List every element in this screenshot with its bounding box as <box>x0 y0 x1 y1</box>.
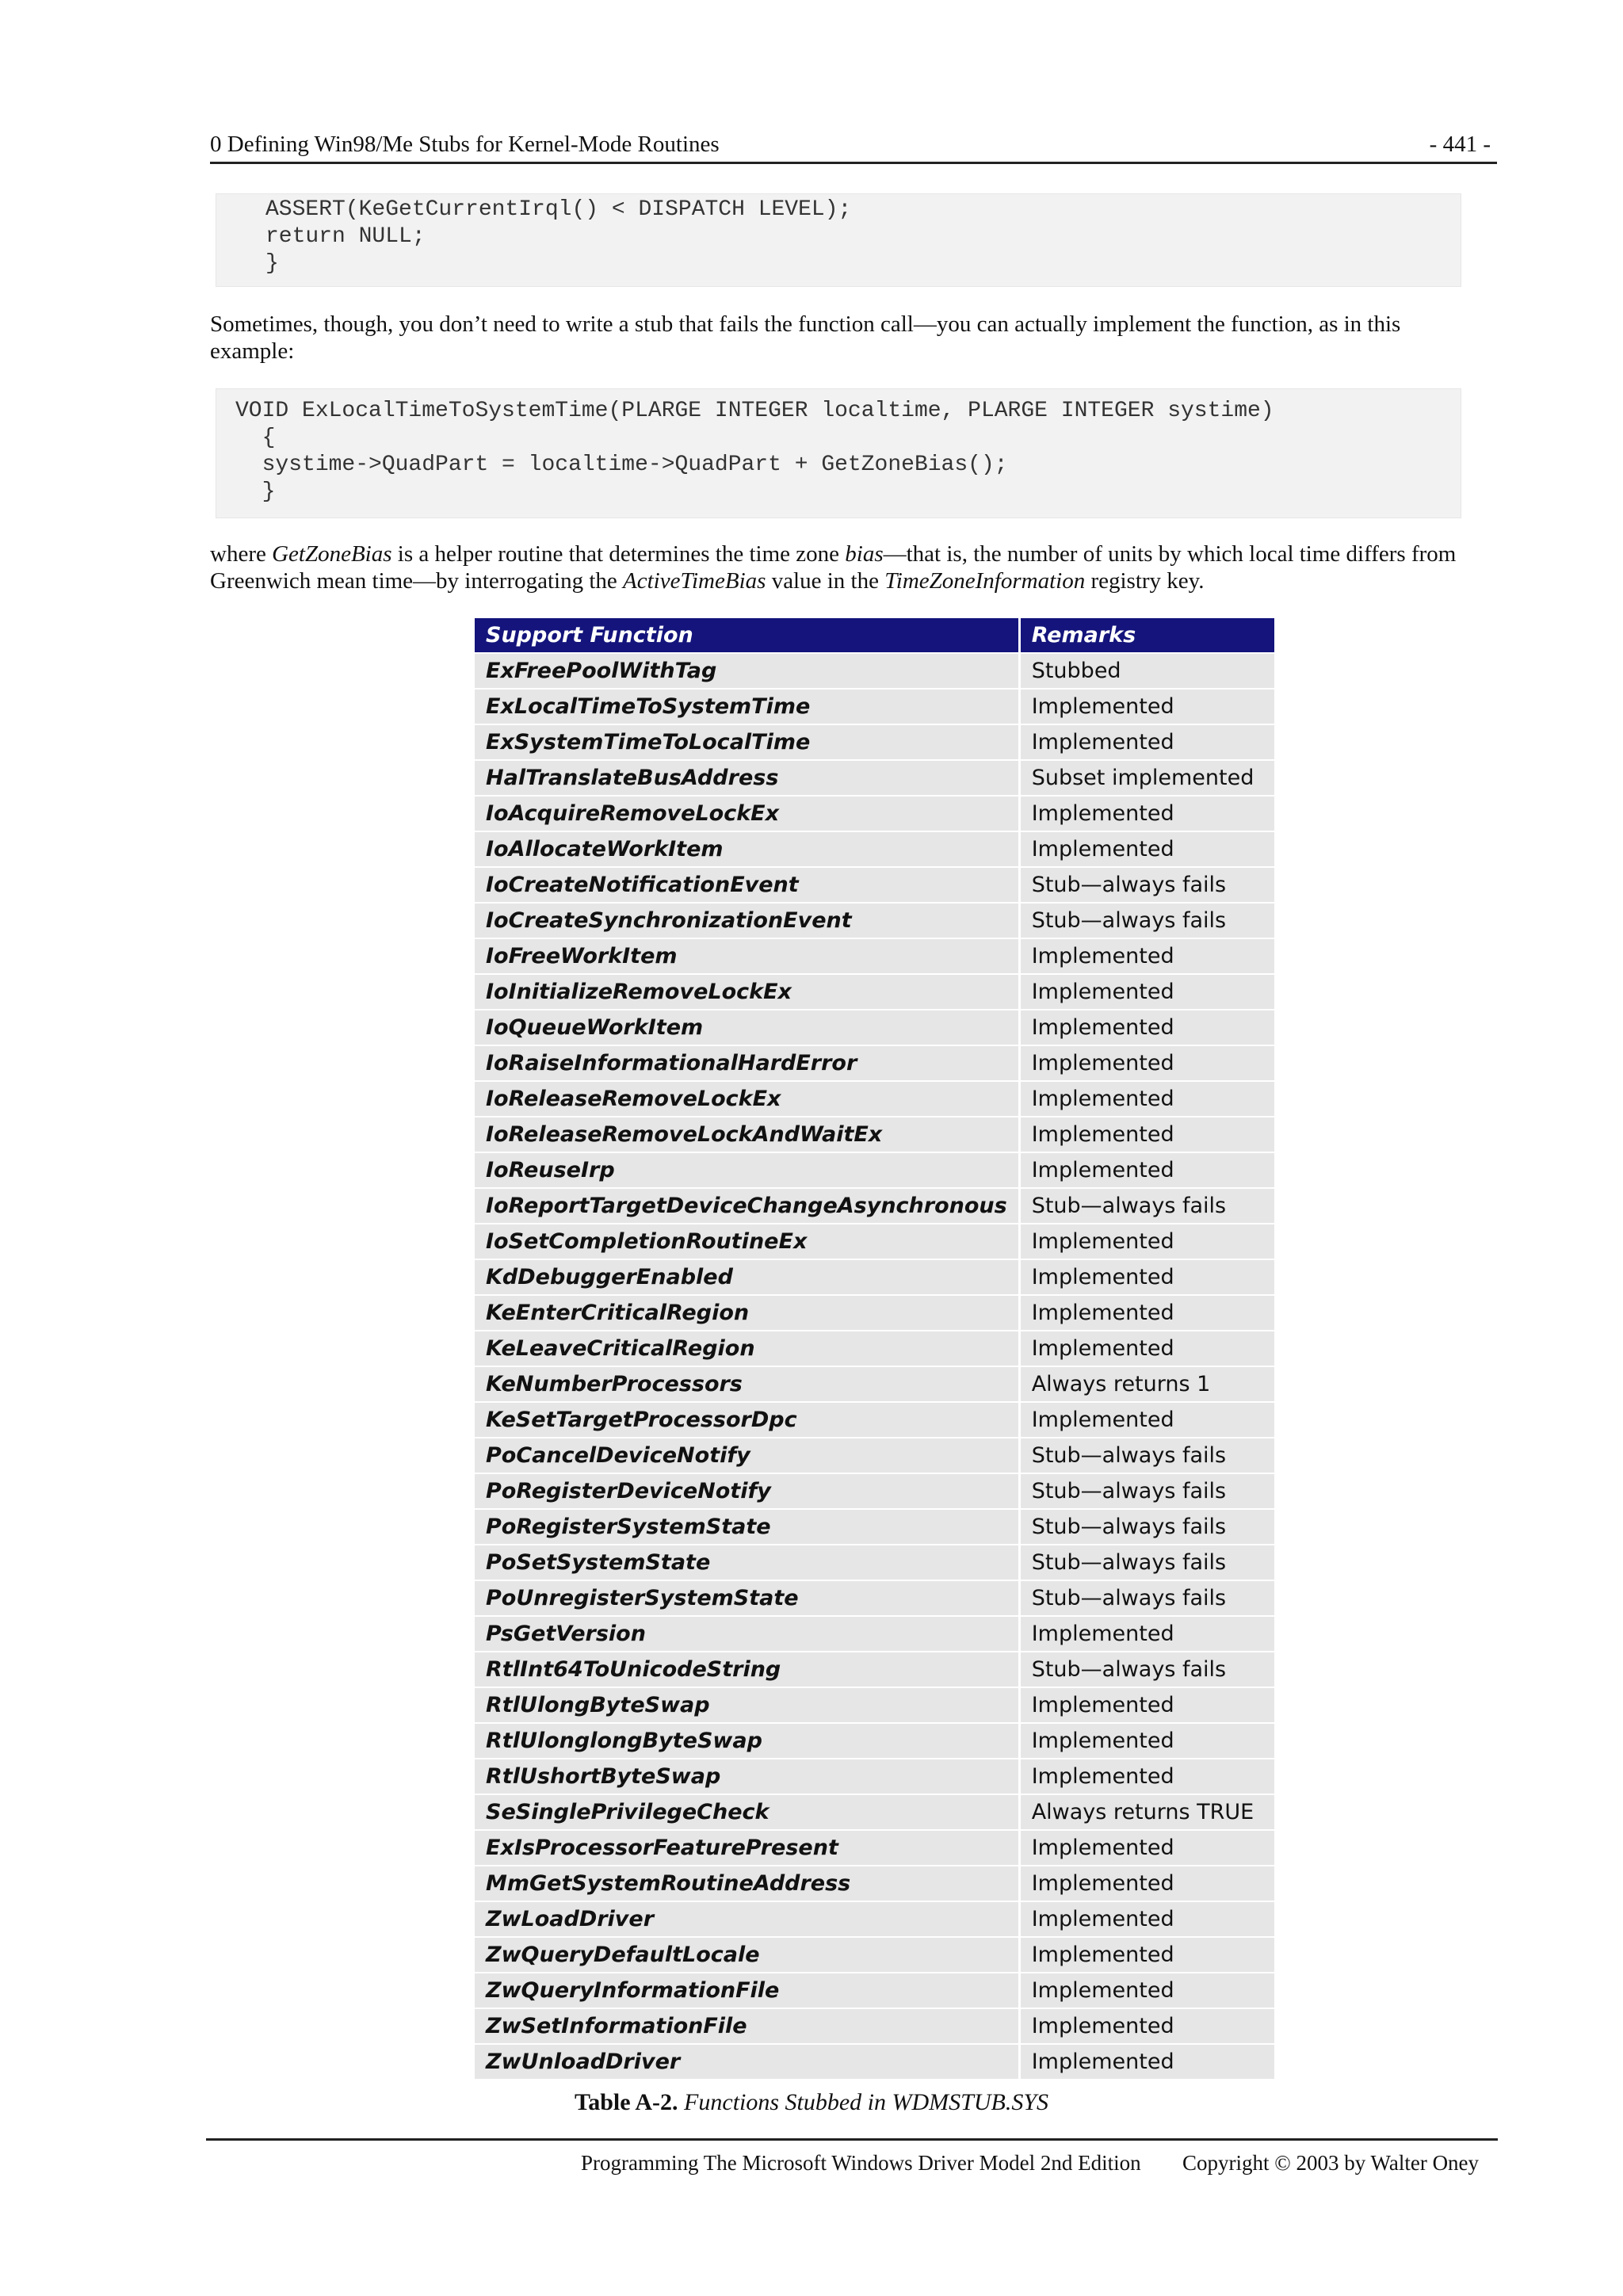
remarks-cell: Implemented <box>1021 939 1274 975</box>
remarks-cell: Implemented <box>1021 1153 1274 1189</box>
remarks-cell: Implemented <box>1021 1082 1274 1117</box>
remarks-cell: Always returns 1 <box>1021 1367 1274 1403</box>
table-row <box>475 1082 1274 1117</box>
remarks-cell: Implemented <box>1021 1831 1274 1866</box>
remarks-cell: Implemented <box>1021 832 1274 868</box>
remarks-cell: Subset implemented <box>1021 761 1274 797</box>
function-name-cell: IoQueueWorkItem <box>475 1010 1021 1046</box>
function-name-cell: IoRaiseInformationalHardError <box>475 1046 1021 1082</box>
remarks-cell: Implemented <box>1021 1617 1274 1652</box>
function-name-cell: ExFreePoolWithTag <box>475 654 1021 690</box>
function-name-cell: RtlUshortByteSwap <box>475 1759 1021 1795</box>
table-row <box>475 1973 1274 2009</box>
function-name-cell: IoAcquireRemoveLockEx <box>475 797 1021 832</box>
footer-book-title: Programming The Microsoft Windows Driver Model 2nd Edition <box>581 2151 1141 2175</box>
page-header <box>210 132 1497 164</box>
table-row <box>475 1153 1274 1189</box>
function-name-cell: IoAllocateWorkItem <box>475 832 1021 868</box>
function-name-cell: SeSinglePrivilegeCheck <box>475 1795 1021 1831</box>
remarks-cell: Always returns TRUE <box>1021 1795 1274 1831</box>
table-row <box>475 1724 1274 1759</box>
table-row <box>475 1010 1274 1046</box>
remarks-cell: Implemented <box>1021 1688 1274 1724</box>
function-name-cell: ExSystemTimeToLocalTime <box>475 725 1021 761</box>
function-name-cell: MmGetSystemRoutineAddress <box>475 1866 1021 1902</box>
table-row <box>475 1331 1274 1367</box>
function-name-cell: ExIsProcessorFeaturePresent <box>475 1831 1021 1866</box>
function-name-cell: KeNumberProcessors <box>475 1367 1021 1403</box>
table-row <box>475 1260 1274 1296</box>
remarks-cell: Stub—always fails <box>1021 1510 1274 1545</box>
table-row <box>475 868 1274 904</box>
table-body <box>475 654 1274 2080</box>
code-line: } <box>265 251 279 276</box>
remarks-cell: Stub—always fails <box>1021 1189 1274 1224</box>
table-row <box>475 1296 1274 1331</box>
table-row <box>475 1938 1274 1973</box>
function-name-cell: KeSetTargetProcessorDpc <box>475 1403 1021 1438</box>
function-name-cell: ZwSetInformationFile <box>475 2009 1021 2045</box>
table-caption: Table A-2. Functions Stubbed in WDMSTUB.SYS <box>574 2089 1049 2115</box>
code-line: return NULL; <box>265 224 426 249</box>
remarks-cell: Implemented <box>1021 797 1274 832</box>
function-name-cell: IoCreateSynchronizationEvent <box>475 904 1021 939</box>
function-name-cell: IoSetCompletionRoutineEx <box>475 1224 1021 1260</box>
table-row <box>475 1688 1274 1724</box>
table-row <box>475 975 1274 1010</box>
table-row <box>475 761 1274 797</box>
remarks-cell: Implemented <box>1021 725 1274 761</box>
table-row <box>475 1046 1274 1082</box>
function-name-cell: RtlInt64ToUnicodeString <box>475 1652 1021 1688</box>
table-row <box>475 939 1274 975</box>
table-row <box>475 1367 1274 1403</box>
table-row <box>475 1224 1274 1260</box>
code-block-1 <box>216 193 1461 287</box>
remarks-cell: Stub—always fails <box>1021 1581 1274 1617</box>
function-name-cell: KeLeaveCriticalRegion <box>475 1331 1021 1367</box>
function-name-cell: IoReportTargetDeviceChangeAsynchronous <box>475 1189 1021 1224</box>
function-name-cell: PsGetVersion <box>475 1617 1021 1652</box>
table-row <box>475 1510 1274 1545</box>
remarks-cell: Implemented <box>1021 2009 1274 2045</box>
remarks-cell: Implemented <box>1021 2045 1274 2080</box>
remarks-cell: Stub—always fails <box>1021 1438 1274 1474</box>
remarks-cell: Implemented <box>1021 1866 1274 1902</box>
function-name-cell: ZwQueryInformationFile <box>475 1973 1021 2009</box>
table-header-row <box>475 618 1274 654</box>
table-row <box>475 1652 1274 1688</box>
table-row <box>475 1189 1274 1224</box>
table-row <box>475 1617 1274 1652</box>
table-row <box>475 690 1274 725</box>
code-line: systime->QuadPart = localtime->QuadPart + GetZoneBias(); <box>235 453 1008 477</box>
function-name-cell: PoCancelDeviceNotify <box>475 1438 1021 1474</box>
table-row <box>475 1403 1274 1438</box>
table-row <box>475 904 1274 939</box>
table-row <box>475 1759 1274 1795</box>
function-name-cell: KeEnterCriticalRegion <box>475 1296 1021 1331</box>
function-name-cell: IoReleaseRemoveLockEx <box>475 1082 1021 1117</box>
remarks-cell: Implemented <box>1021 1260 1274 1296</box>
remarks-cell: Implemented <box>1021 1403 1274 1438</box>
remarks-cell: Implemented <box>1021 1010 1274 1046</box>
function-name-cell: KdDebuggerEnabled <box>475 1260 1021 1296</box>
table-row <box>475 1795 1274 1831</box>
remarks-cell: Implemented <box>1021 1938 1274 1973</box>
functions-table <box>475 618 1274 2080</box>
remarks-cell: Stub—always fails <box>1021 1545 1274 1581</box>
remarks-cell: Implemented <box>1021 1296 1274 1331</box>
table-row <box>475 2009 1274 2045</box>
footer-copyright: Copyright © 2003 by Walter Oney <box>1182 2151 1480 2175</box>
code-line: } <box>235 479 276 504</box>
column-header-remarks: Remarks <box>1021 618 1274 654</box>
table-row <box>475 1581 1274 1617</box>
remarks-cell: Implemented <box>1021 975 1274 1010</box>
table-row <box>475 1831 1274 1866</box>
remarks-cell: Stubbed <box>1021 654 1274 690</box>
table-row <box>475 725 1274 761</box>
remarks-cell: Stub—always fails <box>1021 904 1274 939</box>
table-row <box>475 1117 1274 1153</box>
table-row <box>475 797 1274 832</box>
table-row <box>475 2045 1274 2080</box>
function-name-cell: ZwLoadDriver <box>475 1902 1021 1938</box>
function-name-cell: IoFreeWorkItem <box>475 939 1021 975</box>
function-name-cell: HalTranslateBusAddress <box>475 761 1021 797</box>
function-name-cell: IoInitializeRemoveLockEx <box>475 975 1021 1010</box>
footer-divider <box>206 2138 1498 2141</box>
code-line: VOID ExLocalTimeToSystemTime(PLARGE INTEGER localtime, PLARGE INTEGER systime) <box>235 399 1274 423</box>
function-name-cell: IoReleaseRemoveLockAndWaitEx <box>475 1117 1021 1153</box>
table-row <box>475 1902 1274 1938</box>
remarks-cell: Stub—always fails <box>1021 868 1274 904</box>
function-name-cell: PoRegisterDeviceNotify <box>475 1474 1021 1510</box>
section-title: 0 Defining Win98/Me Stubs for Kernel-Mode Routines <box>210 132 720 157</box>
remarks-cell: Stub—always fails <box>1021 1474 1274 1510</box>
page-number: - 441 - <box>1429 132 1491 157</box>
function-name-cell: IoCreateNotificationEvent <box>475 868 1021 904</box>
remarks-cell: Implemented <box>1021 1117 1274 1153</box>
code-line: ASSERT(KeGetCurrentIrql() < DISPATCH LEVEL); <box>265 197 852 222</box>
table-row <box>475 1866 1274 1902</box>
table-row <box>475 654 1274 690</box>
remarks-cell: Implemented <box>1021 1224 1274 1260</box>
remarks-cell: Implemented <box>1021 690 1274 725</box>
function-name-cell: ExLocalTimeToSystemTime <box>475 690 1021 725</box>
remarks-cell: Implemented <box>1021 1046 1274 1082</box>
remarks-cell: Implemented <box>1021 1331 1274 1367</box>
code-line: { <box>235 426 276 450</box>
function-name-cell: PoSetSystemState <box>475 1545 1021 1581</box>
remarks-cell: Implemented <box>1021 1759 1274 1795</box>
paragraph-2: where GetZoneBias is a helper routine that determines the time zone bias—that is, the number of units by which local time differs from Greenwich mean time—by interrogating the ActiveTimeBias value in the TimeZoneInformation registry key. <box>210 541 1457 594</box>
remarks-cell: Implemented <box>1021 1973 1274 2009</box>
function-name-cell: RtlUlongByteSwap <box>475 1688 1021 1724</box>
table-row <box>475 1545 1274 1581</box>
remarks-cell: Implemented <box>1021 1724 1274 1759</box>
code-block-2 <box>216 388 1461 518</box>
function-name-cell: IoReuseIrp <box>475 1153 1021 1189</box>
paragraph-1: Sometimes, though, you don’t need to write a stub that fails the function call—you can actually implement the function, as in this example: <box>210 311 1401 364</box>
function-name-cell: PoUnregisterSystemState <box>475 1581 1021 1617</box>
column-header-support-function: Support Function <box>475 618 1021 654</box>
function-name-cell: ZwQueryDefaultLocale <box>475 1938 1021 1973</box>
table-row <box>475 1474 1274 1510</box>
table-row <box>475 1438 1274 1474</box>
remarks-cell: Implemented <box>1021 1902 1274 1938</box>
table-row <box>475 832 1274 868</box>
function-name-cell: ZwUnloadDriver <box>475 2045 1021 2080</box>
function-name-cell: RtlUlonglongByteSwap <box>475 1724 1021 1759</box>
function-name-cell: PoRegisterSystemState <box>475 1510 1021 1545</box>
remarks-cell: Stub—always fails <box>1021 1652 1274 1688</box>
